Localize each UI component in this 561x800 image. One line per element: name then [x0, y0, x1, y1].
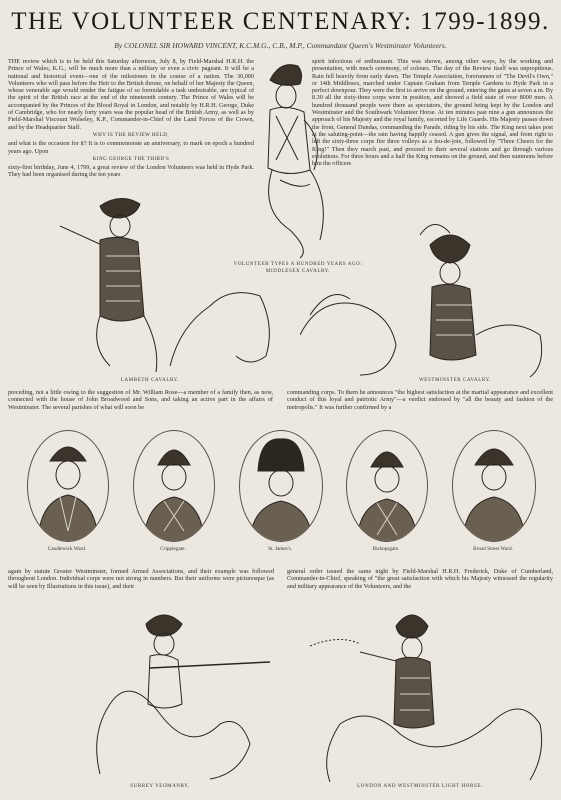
paragraph-king: sixty-first birthday, June 4, 1799, a great review of the London Volunteers was held in Hyde Park. They had been organised during the ten years: [8, 164, 254, 179]
soldier-portrait-icon: [28, 431, 108, 541]
low-left-text: again by statute Greater Westminster, formed Armed Associations, and their example was followed throughout London. Individual corps were not strong in numbers. But their uniforms were picturesque (as will be seen by Illustrations in this issue), and their: [8, 568, 274, 590]
mid-right-text: commanding corps. To them he announces "the highest satisfaction at the martial appearance and excellent conduct of this loyal and patriotic Army"—a verdict endorsed by "all the beauty and fashion of the metropolis." It was further confirmed by a: [287, 389, 553, 411]
westminster-cavalry-illustration: [300, 215, 550, 380]
section-heading-king: KING GEORGE THE THIRD'S: [92, 156, 170, 162]
portrait-bishopsgate: [346, 430, 428, 542]
caption-volunteer-types: VOLUNTEER TYPES A HUNDRED YEARS AGO:: [233, 262, 363, 267]
portrait-st-james: [239, 430, 323, 542]
soldier-portrait-icon: [134, 431, 214, 541]
paragraph-why: and what is the occasion for it? It is to commemorate an anniversary, to mark on epoch a hundred years ago. Upon: [8, 140, 254, 155]
portrait-label-st-james: St. James's.: [268, 546, 292, 552]
soldier-portrait-icon: [453, 431, 535, 541]
caption-lambeth: LAMBETH CAVALRY.: [120, 378, 180, 383]
caption-westminster: WESTMINSTER CAVALRY.: [418, 378, 491, 383]
portrait-label-candlewick: Candlewick Ward.: [47, 546, 87, 552]
soldier-portrait-icon: [347, 431, 427, 541]
portrait-row: [0, 426, 561, 562]
page-title: THE VOLUNTEER CENTENARY: 1799-1899.: [11, 8, 550, 35]
low-right-text: general order issued the same night by Field-Marshal H.R.H. Frederick, Duke of Cumberland, Commander-in-Chief, speaking of "the great satisfaction with which his Majesty witnessed the regularity and military appearance of the Volunteers, and the: [287, 568, 553, 590]
intro-paragraph: THE review which is to be held this Saturday afternoon, July 8, by Field-Marshal H.R.H. the Prince of Wales, K.G., will be much more than a military or even a civic pageant. It will be a national and historical event—one of the milestones in the course of a nation. The 30,000 Volunteers who will pass before the Heir to the British throne, on behalf of her Majesty the Queen, whose venerable age would render the fatigue of so formidable a task undesirable, are typical of the spirit of the British race at the end of the nineteenth century. The Prince of Wales will be accompanied by the Princes of the Blood Royal in London, and notably by H.R.H. George, Duke of Cambridge, who for nearly forty years was the popular head of the British Army, as well as by Field-Marshal Viscount Wolseley, K.P., Commander-in-Chief of the Land Forces of the Crown, and by the Headquarter Staff.: [8, 58, 254, 131]
surrey-yeomanry-illustration: [90, 604, 280, 784]
light-horse-illustration: [300, 604, 550, 784]
portrait-cripplegate: [133, 430, 215, 542]
portrait-broad-street: [452, 430, 536, 542]
portrait-label-cripplegate: Cripplegate.: [160, 546, 186, 552]
caption-london-light-horse: LONDON AND WESTMINSTER LIGHT HORSE.: [357, 784, 483, 789]
right-paragraph: spirit infectious of enthusiasm. This was shown, among other ways, by the working and presentation, with much ceremony, of colours. The day of the Review itself was unpropitious. Rain fell heavily from early dawn. The Temple Association, forerunners of "The Devil's Own," or 14th Middlesex, marched under Captain Graham from Temple Gardens to Hyde Park in a perfect downpour. They were the first to arrive on the ground, entering the gates at seven a.m. By 8.30 all the sixty-three corps were in position, and showed a field state of over 8000 men. A hundred thousand people were there as spectators, the ground being kept by the London and Westminster and the Southwark Volunteer Horse. At ten minutes past nine a gun announces the approach of his Majesty and the royal family, escorted by Life Guards. His Majesty passes down the front, General Dundas, commanding the Parade, riding by his side. The King next takes post at the saluting-point—the rain having happily ceased. A gun gives the signal, and from right to left the sixty-three corps fire three volleys as a feu-de-joie, followed by "Three Cheers for the King!" Then they march past, and proceed to their several stations and go through various evolutions. For three hours and a half the King remains on the ground, and then summons before him the officers: [312, 58, 553, 168]
soldier-portrait-icon: [240, 431, 322, 541]
section-heading-why: WHY IS THE REVIEW HELD,: [92, 132, 170, 138]
lambeth-cavalry-illustration: [60, 196, 280, 376]
mid-left-text: preceding, not a little owing to the suggestion of Mr. William Rose—a member of a family then, as now, connected with the house of John Broadwood and Sons, and taking an active part in the affairs of Westminster. The several parishes of what will soon be: [8, 389, 273, 411]
caption-middlesex: MIDDLESEX CAVALRY.: [265, 269, 331, 274]
portrait-candlewick: [27, 430, 109, 542]
portrait-label-broad-street: Broad Street Ward.: [473, 546, 513, 552]
byline: By COLONEL SIR HOWARD VINCENT, K.C.M.G., C.B., M.P., Commandant Queen's Westminster Volunteers.: [114, 41, 447, 50]
portrait-label-bishopsgate: Bishopsgate.: [372, 546, 400, 552]
caption-surrey: SURREY YEOMANRY.: [130, 784, 190, 789]
